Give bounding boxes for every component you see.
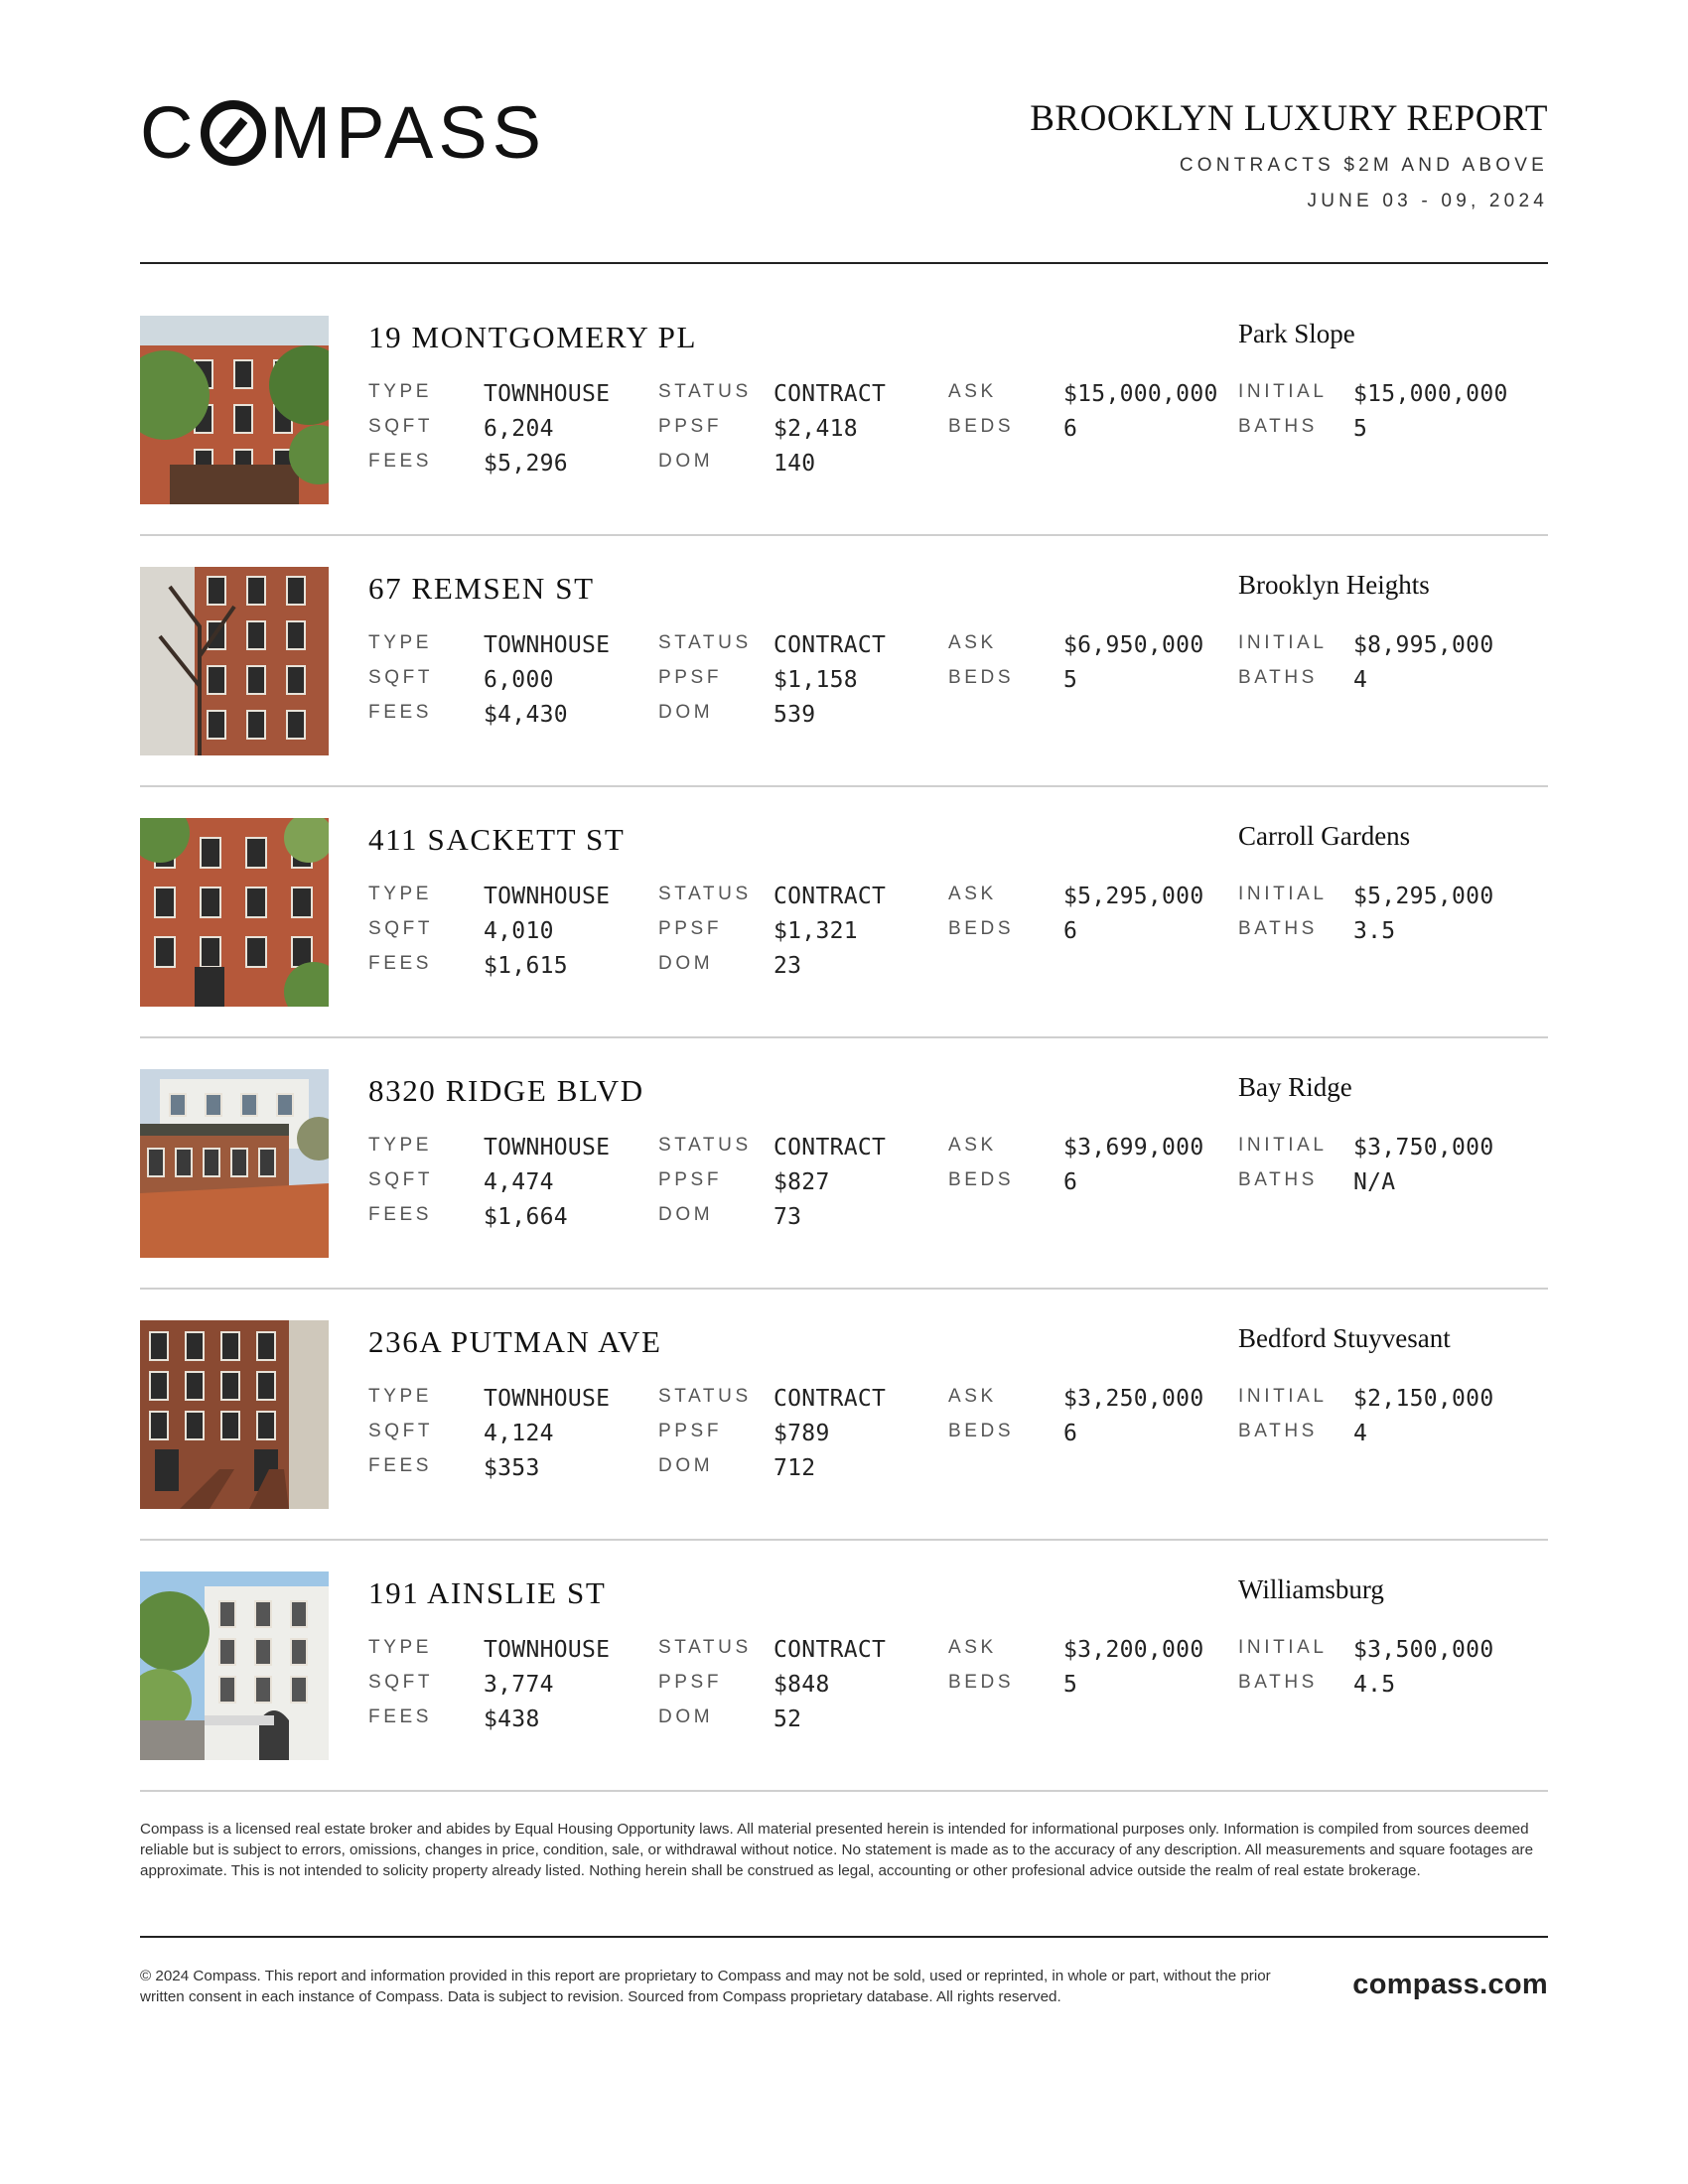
label-type: TYPE bbox=[368, 1637, 433, 1658]
value-fees: $353 bbox=[484, 1455, 540, 1481]
copyright-text: © 2024 Compass. This report and information provided in this report are proprietary to Compass and may not be sold, used or reprinted, in whole or part, without the prior written consent in each instance of Compass. Data is subject to revision. Sourced from Compass proprietary database. All rights reserved. bbox=[140, 1968, 1271, 2005]
website-link[interactable]: compass.com bbox=[1352, 1969, 1548, 2000]
label-baths: BATHS bbox=[1238, 1672, 1318, 1693]
value-initial: $8,995,000 bbox=[1353, 632, 1494, 658]
listing-card[interactable] bbox=[140, 316, 1548, 504]
value-ask: $3,699,000 bbox=[1063, 1135, 1204, 1160]
property-photo[interactable] bbox=[140, 316, 329, 504]
value-ask: $3,250,000 bbox=[1063, 1386, 1204, 1412]
value-type: TOWNHOUSE bbox=[484, 381, 611, 407]
value-beds: 6 bbox=[1063, 918, 1078, 944]
value-baths: N/A bbox=[1353, 1169, 1396, 1195]
label-sqft: SQFT bbox=[368, 667, 434, 688]
value-status: CONTRACT bbox=[774, 381, 887, 407]
value-ppsf: $848 bbox=[774, 1672, 830, 1698]
label-baths: BATHS bbox=[1238, 918, 1318, 939]
label-fees: FEES bbox=[368, 702, 433, 723]
listing-divider bbox=[140, 1036, 1548, 1038]
disclaimer-text: Compass is a licensed real estate broker and abides by Equal Housing Opportunity laws. All material presented herein is intended for informational purposes only. Information is compiled from sources deemed reliable but is subject to errors, omissions, changes in price, condition, sale, or withdrawal without notice. No statement is made as to the accuracy of any description. All measurements and square footages are approximate. This is not intended to solicity property already listed. Nothing herein shall be construed as legal, accounting or other profesional advice outside the realm of real estate brokerage. bbox=[140, 1821, 1534, 1879]
value-ask: $5,295,000 bbox=[1063, 884, 1204, 909]
label-initial: INITIAL bbox=[1238, 381, 1328, 402]
value-baths: 4.5 bbox=[1353, 1672, 1396, 1698]
value-beds: 5 bbox=[1063, 1672, 1078, 1698]
compass-logo-o-icon bbox=[201, 100, 266, 166]
label-status: STATUS bbox=[658, 1637, 752, 1658]
label-sqft: SQFT bbox=[368, 918, 434, 939]
property-photo[interactable] bbox=[140, 1069, 329, 1258]
listing-card[interactable] bbox=[140, 1320, 1548, 1509]
value-dom: 140 bbox=[774, 451, 816, 477]
compass-logo: C MPASS bbox=[140, 91, 547, 174]
label-dom: DOM bbox=[658, 702, 714, 723]
value-beds: 6 bbox=[1063, 1421, 1078, 1446]
value-type: TOWNHOUSE bbox=[484, 1637, 611, 1663]
value-baths: 5 bbox=[1353, 416, 1368, 442]
label-baths: BATHS bbox=[1238, 1421, 1318, 1441]
value-ppsf: $1,321 bbox=[774, 918, 858, 944]
label-ask: ASK bbox=[948, 632, 997, 653]
listing-neighborhood: Bedford Stuyvesant bbox=[1238, 1323, 1451, 1353]
value-type: TOWNHOUSE bbox=[484, 1135, 611, 1160]
value-baths: 4 bbox=[1353, 667, 1368, 693]
listing-neighborhood: Bay Ridge bbox=[1238, 1072, 1352, 1102]
label-sqft: SQFT bbox=[368, 1672, 434, 1693]
value-fees: $438 bbox=[484, 1706, 540, 1732]
listing-card[interactable] bbox=[140, 567, 1548, 755]
value-status: CONTRACT bbox=[774, 884, 887, 909]
label-ask: ASK bbox=[948, 1386, 997, 1407]
value-sqft: 4,124 bbox=[484, 1421, 554, 1446]
property-photo[interactable] bbox=[140, 567, 329, 755]
label-fees: FEES bbox=[368, 1706, 433, 1727]
property-photo[interactable] bbox=[140, 1320, 329, 1509]
label-initial: INITIAL bbox=[1238, 1135, 1328, 1156]
listing-address[interactable]: 236A PUTMAN AVE bbox=[368, 1324, 662, 1359]
label-fees: FEES bbox=[368, 1204, 433, 1225]
label-status: STATUS bbox=[658, 381, 752, 402]
label-dom: DOM bbox=[658, 451, 714, 472]
report-subtitle: CONTRACTS $2M AND ABOVE bbox=[1179, 155, 1548, 176]
label-sqft: SQFT bbox=[368, 1421, 434, 1441]
label-beds: BEDS bbox=[948, 667, 1015, 688]
value-dom: 73 bbox=[774, 1204, 802, 1230]
header-divider bbox=[140, 262, 1548, 264]
value-fees: $4,430 bbox=[484, 702, 568, 728]
label-dom: DOM bbox=[658, 1204, 714, 1225]
label-ppsf: PPSF bbox=[658, 918, 723, 939]
label-ppsf: PPSF bbox=[658, 1169, 723, 1190]
listing-card[interactable] bbox=[140, 1571, 1548, 1760]
label-fees: FEES bbox=[368, 1455, 433, 1476]
value-baths: 3.5 bbox=[1353, 918, 1396, 944]
value-type: TOWNHOUSE bbox=[484, 632, 611, 658]
value-status: CONTRACT bbox=[774, 1135, 887, 1160]
value-dom: 712 bbox=[774, 1455, 816, 1481]
listing-card[interactable] bbox=[140, 818, 1548, 1007]
listing-divider bbox=[140, 785, 1548, 787]
value-sqft: 3,774 bbox=[484, 1672, 554, 1698]
value-sqft: 6,000 bbox=[484, 667, 554, 693]
value-initial: $15,000,000 bbox=[1353, 381, 1508, 407]
listing-neighborhood: Williamsburg bbox=[1238, 1574, 1384, 1604]
label-dom: DOM bbox=[658, 953, 714, 974]
label-status: STATUS bbox=[658, 1386, 752, 1407]
label-ask: ASK bbox=[948, 1637, 997, 1658]
label-beds: BEDS bbox=[948, 918, 1015, 939]
listing-address[interactable]: 19 MONTGOMERY PL bbox=[368, 320, 698, 354]
listing-divider bbox=[140, 1539, 1548, 1541]
label-ppsf: PPSF bbox=[658, 1672, 723, 1693]
label-baths: BATHS bbox=[1238, 416, 1318, 437]
listing-divider bbox=[140, 534, 1548, 536]
label-initial: INITIAL bbox=[1238, 1637, 1328, 1658]
label-status: STATUS bbox=[658, 884, 752, 904]
label-type: TYPE bbox=[368, 632, 433, 653]
label-sqft: SQFT bbox=[368, 416, 434, 437]
label-initial: INITIAL bbox=[1238, 884, 1328, 904]
value-type: TOWNHOUSE bbox=[484, 1386, 611, 1412]
property-photo[interactable] bbox=[140, 818, 329, 1007]
label-dom: DOM bbox=[658, 1455, 714, 1476]
label-beds: BEDS bbox=[948, 416, 1015, 437]
label-sqft: SQFT bbox=[368, 1169, 434, 1190]
value-ppsf: $2,418 bbox=[774, 416, 858, 442]
value-ppsf: $827 bbox=[774, 1169, 830, 1195]
label-status: STATUS bbox=[658, 632, 752, 653]
label-type: TYPE bbox=[368, 884, 433, 904]
label-ask: ASK bbox=[948, 884, 997, 904]
value-dom: 539 bbox=[774, 702, 816, 728]
label-dom: DOM bbox=[658, 1706, 714, 1727]
value-fees: $1,615 bbox=[484, 953, 568, 979]
label-initial: INITIAL bbox=[1238, 1386, 1328, 1407]
value-beds: 6 bbox=[1063, 416, 1078, 442]
value-sqft: 6,204 bbox=[484, 416, 554, 442]
listing-neighborhood: Park Slope bbox=[1238, 319, 1355, 348]
label-baths: BATHS bbox=[1238, 1169, 1318, 1190]
value-status: CONTRACT bbox=[774, 1386, 887, 1412]
listing-neighborhood: Carroll Gardens bbox=[1238, 821, 1411, 851]
listing-neighborhood: Brooklyn Heights bbox=[1238, 570, 1430, 600]
report-page bbox=[140, 0, 1548, 2184]
listing-address[interactable]: 191 AINSLIE ST bbox=[368, 1575, 607, 1610]
property-photo[interactable] bbox=[140, 1571, 329, 1760]
label-type: TYPE bbox=[368, 1386, 433, 1407]
value-baths: 4 bbox=[1353, 1421, 1368, 1446]
footer-divider bbox=[140, 1936, 1548, 1938]
value-type: TOWNHOUSE bbox=[484, 884, 611, 909]
value-initial: $3,750,000 bbox=[1353, 1135, 1494, 1160]
label-fees: FEES bbox=[368, 953, 433, 974]
label-ask: ASK bbox=[948, 381, 997, 402]
value-initial: $5,295,000 bbox=[1353, 884, 1494, 909]
label-beds: BEDS bbox=[948, 1672, 1015, 1693]
label-beds: BEDS bbox=[948, 1169, 1015, 1190]
label-ppsf: PPSF bbox=[658, 416, 723, 437]
value-sqft: 4,474 bbox=[484, 1169, 554, 1195]
listing-divider bbox=[140, 1790, 1548, 1792]
listing-address[interactable]: 8320 RIDGE BLVD bbox=[368, 1073, 644, 1108]
label-fees: FEES bbox=[368, 451, 433, 472]
value-beds: 5 bbox=[1063, 667, 1078, 693]
value-status: CONTRACT bbox=[774, 632, 887, 658]
listing-divider bbox=[140, 1288, 1548, 1290]
value-status: CONTRACT bbox=[774, 1637, 887, 1663]
value-dom: 23 bbox=[774, 953, 802, 979]
value-fees: $5,296 bbox=[484, 451, 568, 477]
value-ppsf: $1,158 bbox=[774, 667, 858, 693]
label-status: STATUS bbox=[658, 1135, 752, 1156]
report-title: BROOKLYN LUXURY REPORT bbox=[1030, 98, 1548, 139]
label-ask: ASK bbox=[948, 1135, 997, 1156]
value-initial: $3,500,000 bbox=[1353, 1637, 1494, 1663]
listing-card[interactable] bbox=[140, 1069, 1548, 1258]
label-type: TYPE bbox=[368, 381, 433, 402]
label-beds: BEDS bbox=[948, 1421, 1015, 1441]
value-sqft: 4,010 bbox=[484, 918, 554, 944]
label-type: TYPE bbox=[368, 1135, 433, 1156]
label-baths: BATHS bbox=[1238, 667, 1318, 688]
label-initial: INITIAL bbox=[1238, 632, 1328, 653]
value-ask: $6,950,000 bbox=[1063, 632, 1204, 658]
value-dom: 52 bbox=[774, 1706, 802, 1732]
value-ask: $15,000,000 bbox=[1063, 381, 1218, 407]
value-ask: $3,200,000 bbox=[1063, 1637, 1204, 1663]
label-ppsf: PPSF bbox=[658, 667, 723, 688]
value-beds: 6 bbox=[1063, 1169, 1078, 1195]
value-initial: $2,150,000 bbox=[1353, 1386, 1494, 1412]
label-ppsf: PPSF bbox=[658, 1421, 723, 1441]
listing-address[interactable]: 411 SACKETT ST bbox=[368, 822, 626, 857]
value-ppsf: $789 bbox=[774, 1421, 830, 1446]
report-date-range: JUNE 03 - 09, 2024 bbox=[1307, 191, 1548, 211]
value-fees: $1,664 bbox=[484, 1204, 568, 1230]
listing-address[interactable]: 67 REMSEN ST bbox=[368, 571, 595, 606]
